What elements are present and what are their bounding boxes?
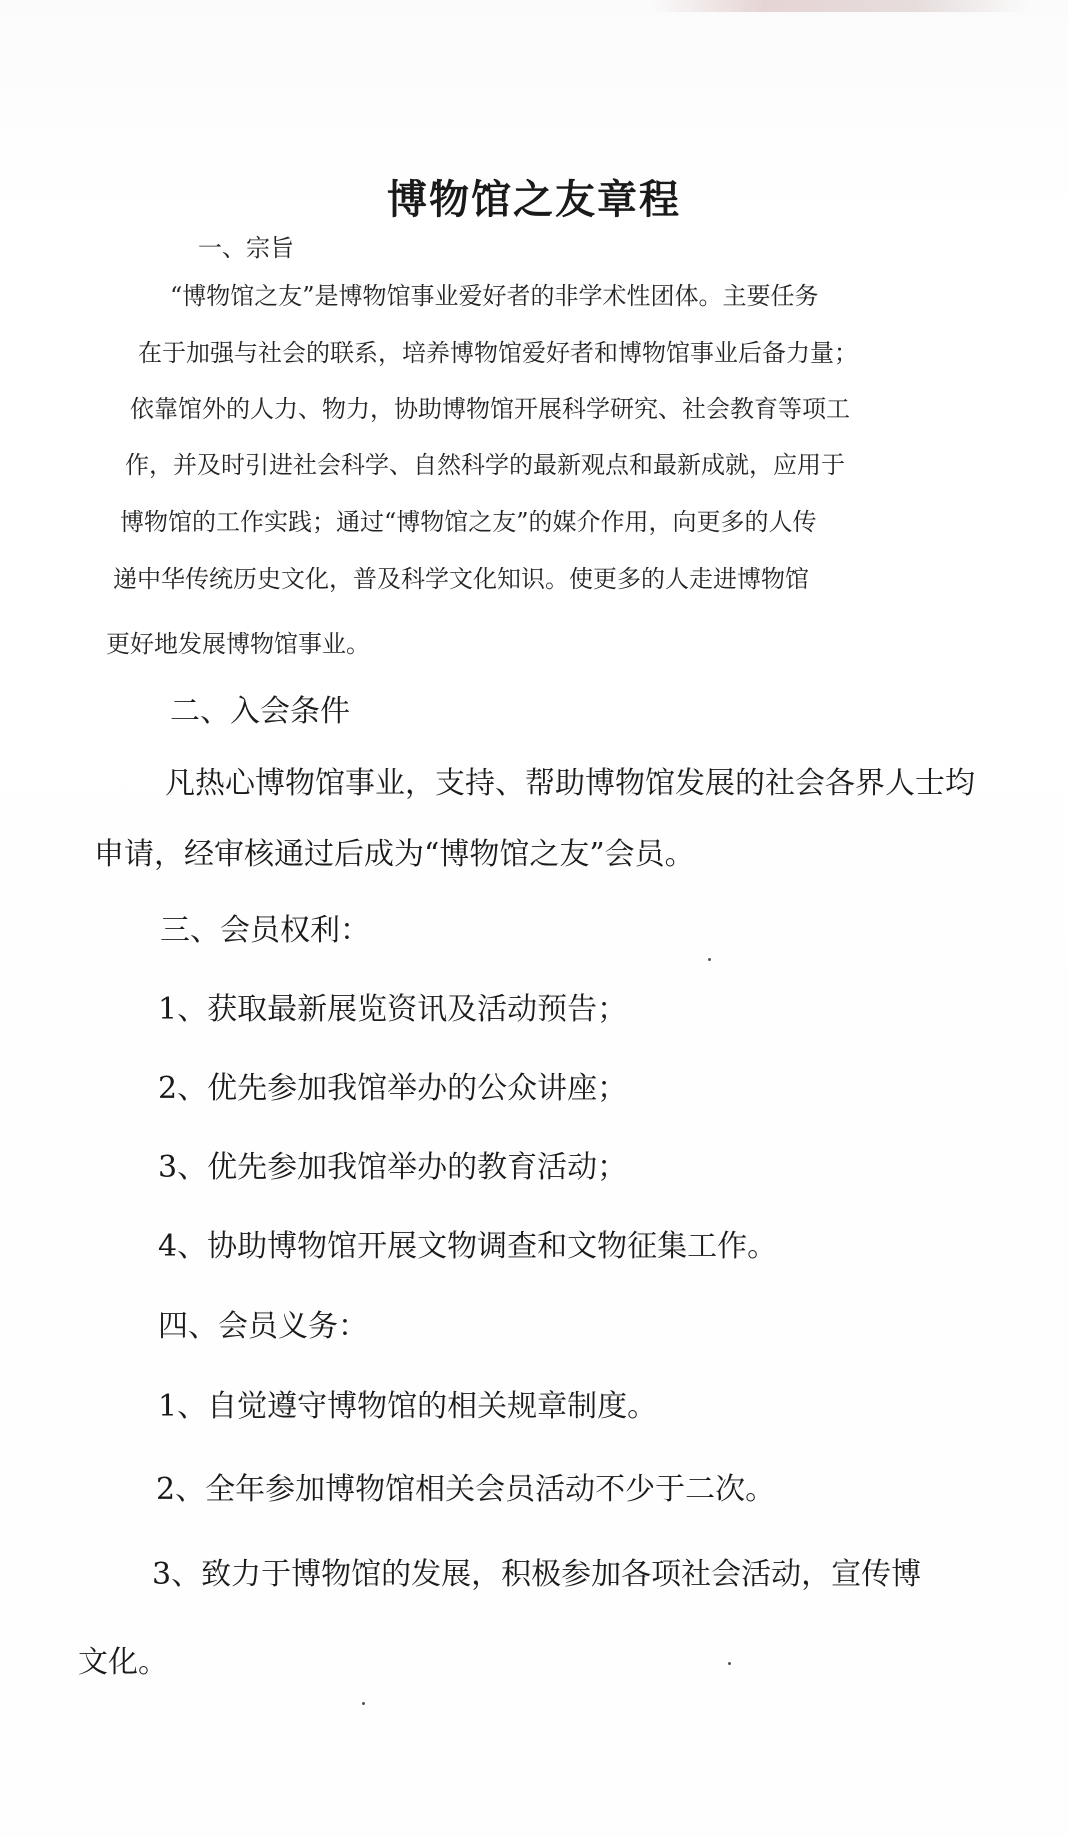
list-item: 1、获取最新展览资讯及活动预告； [158,992,628,1027]
paragraph-line: “博物馆之友”是博物馆事业爱好者的非学术性团体。主要任务 [170,282,819,310]
scan-mark [650,0,1030,12]
list-item: 4、协助博物馆开展文物调查和文物征集工作。 [158,1229,778,1264]
paragraph-line: 博物馆的工作实践；通过“博物馆之友”的媒介作用，向更多的人传 [120,508,817,536]
paragraph-line: 文化。 [78,1645,168,1680]
scan-speck [362,1702,365,1705]
list-item: 2、全年参加博物馆相关会员活动不少于二次。 [156,1472,776,1507]
list-item: 1、自觉遵守博物馆的相关规章制度。 [158,1389,658,1424]
section-heading-member-obligations: 四、会员义务： [158,1309,368,1344]
paragraph-line: 依靠馆外的人力、物力，协助博物馆开展科学研究、社会教育等项工 [130,395,850,423]
paragraph-line: 在于加强与社会的联系，培养博物馆爱好者和博物馆事业后备力量； [138,339,858,367]
scan-speck [728,1662,731,1665]
document-title: 博物馆之友章程 [387,176,681,223]
paragraph-line: 申请，经审核通过后成为“博物馆之友”会员。 [94,837,695,872]
paragraph-line: 作，并及时引进社会科学、自然科学的最新观点和最新成就，应用于 [125,451,845,479]
section-heading-member-rights: 三、会员权利： [160,913,370,948]
list-item: 2、优先参加我馆举办的公众讲座； [158,1071,628,1106]
section-heading-purpose: 一、宗旨 [198,234,294,262]
paragraph-line: 凡热心博物馆事业，支持、帮助博物馆发展的社会各界人士均 [165,766,975,801]
list-item: 3、致力于博物馆的发展，积极参加各项社会活动，宣传博 [152,1557,922,1592]
list-item: 3、优先参加我馆举办的教育活动； [158,1150,628,1185]
scan-speck [708,958,711,961]
paragraph-line: 更好地发展博物馆事业。 [106,630,370,658]
section-heading-membership-conditions: 二、入会条件 [170,694,350,729]
paragraph-line: 递中华传统历史文化，普及科学文化知识。使更多的人走进博物馆 [113,565,809,593]
